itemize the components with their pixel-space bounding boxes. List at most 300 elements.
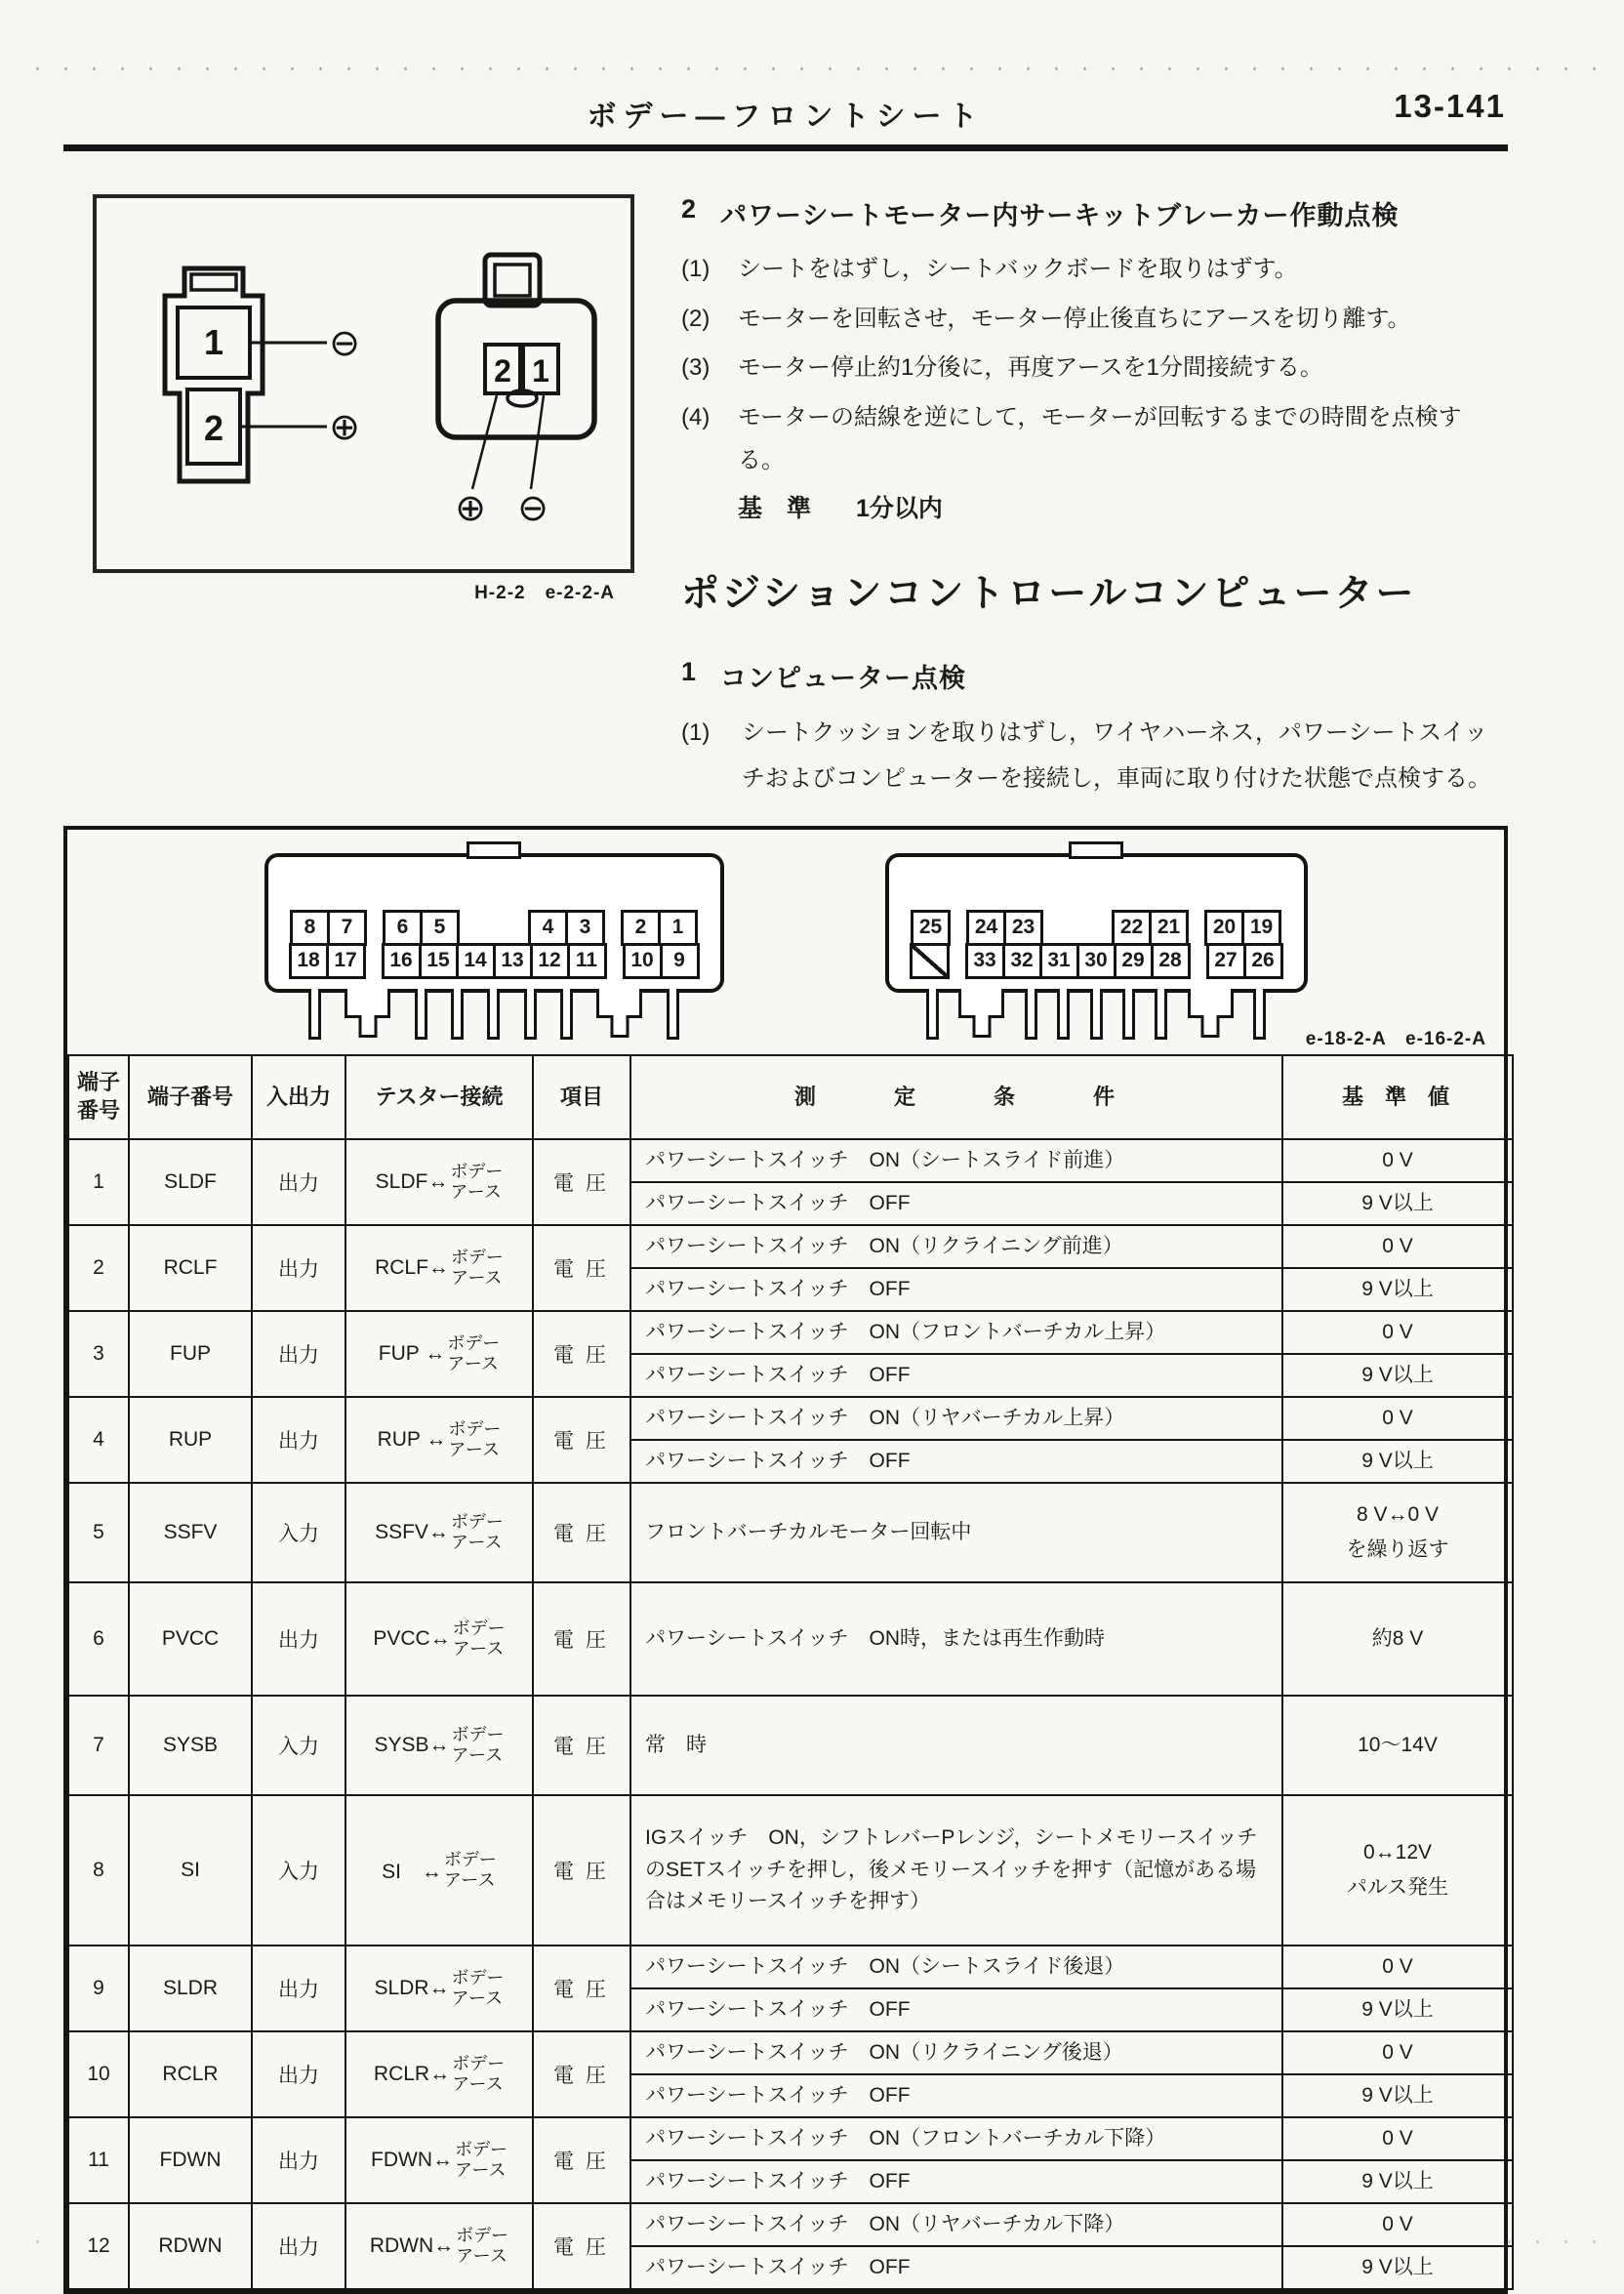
standard-value-line: 0 V <box>1382 1235 1413 1258</box>
body-ground-label <box>451 1248 504 1289</box>
pin-row <box>281 910 708 946</box>
io-cell: 出力 <box>252 2117 345 2203</box>
pin-group <box>965 943 1191 979</box>
tester-terminal: FDWN↔ <box>371 2148 453 2171</box>
standard-value-line: パルス発生 <box>1346 1875 1449 1899</box>
pin-cell: 2 <box>621 910 661 946</box>
procedure-step <box>681 248 1506 291</box>
header-rule <box>63 144 1508 151</box>
step-number: (1) <box>681 256 710 282</box>
ground-word: ボデー <box>454 2139 508 2159</box>
step-text: モーターを回転させ，モーター停止後直ちにアースを切り離す。 <box>738 305 1411 332</box>
connector-prongs <box>308 989 679 1040</box>
pin-row <box>902 943 1291 979</box>
pin-cell: 1 <box>658 910 698 946</box>
pin-cell: 18 <box>289 943 329 979</box>
table-row <box>68 1946 1513 1988</box>
standard-value-line: 9 V以上 <box>1361 2084 1434 2108</box>
pin-cell: 21 <box>1149 910 1189 946</box>
pin-cell: 26 <box>1243 943 1283 979</box>
terminal-table-body <box>68 1139 1513 2289</box>
pin-group <box>621 910 698 946</box>
prong <box>1057 989 1070 1040</box>
condition-cell: フロントバーチカルモーター回転中 <box>630 1483 1282 1582</box>
body-ground-label <box>453 1618 506 1659</box>
pin-group <box>1112 910 1189 946</box>
standard-line <box>738 489 1506 524</box>
condition-cell: パワーシートスイッチ OFF <box>630 1268 1282 1311</box>
prong <box>415 989 427 1040</box>
step-text: モーターの結線を逆にして，モーターが回転するまでの時間を点検する。 <box>738 404 1462 473</box>
connector-tab <box>1069 841 1123 859</box>
plus-icon: ⊕ <box>455 488 486 529</box>
ground-word: ボデー <box>450 1161 504 1181</box>
item-cell: 電圧 <box>533 2203 630 2289</box>
column-header: 入出力 <box>252 1055 345 1139</box>
terminal-number-cell: 11 <box>68 2117 129 2203</box>
body-ground-label <box>444 1850 497 1891</box>
condition-cell: パワーシートスイッチ ON（シートスライド後退） <box>630 1946 1282 1988</box>
prong <box>958 989 1004 1018</box>
terminal-number-cell: 5 <box>68 1483 129 1582</box>
body-ground-label <box>451 1512 504 1553</box>
section-heading-breaker-check <box>681 194 1506 232</box>
tester-connection-cell <box>345 1696 533 1795</box>
standard-value-cell <box>1282 2031 1513 2074</box>
terminal-name-cell: SLDF <box>129 1139 252 1225</box>
table-row <box>68 1311 1513 1354</box>
standard-value-line: 0 V <box>1382 2213 1413 2236</box>
tester-connection-cell <box>345 1225 533 1311</box>
io-cell: 出力 <box>252 1139 345 1225</box>
pin-cell: 28 <box>1151 943 1191 979</box>
standard-value-line: 10～14V <box>1358 1734 1438 1757</box>
prong <box>560 989 573 1040</box>
tester-terminal: RDWN↔ <box>369 2233 455 2257</box>
prong <box>1025 989 1037 1040</box>
item-cell: 電圧 <box>533 1795 630 1946</box>
left-motor-connector <box>165 268 327 481</box>
prong <box>667 989 679 1040</box>
pin-cell: 23 <box>1003 910 1043 946</box>
pin-cell: 33 <box>965 943 1005 979</box>
standard-value-cell <box>1282 2203 1513 2246</box>
condition-cell: パワーシートスイッチ OFF <box>630 1182 1282 1225</box>
pin-cell: 29 <box>1114 943 1154 979</box>
pin-cell: 12 <box>530 943 570 979</box>
page-content <box>63 0 1508 2294</box>
tester-terminal: SLDR↔ <box>374 1976 450 1999</box>
prong <box>487 989 500 1040</box>
condition-cell: パワーシートスイッチ OFF <box>630 2074 1282 2117</box>
prong <box>926 989 939 1040</box>
pin-cell: 11 <box>567 943 607 979</box>
tester-terminal: SYSB↔ <box>374 1733 450 1756</box>
section-heading-text: コンピューター点検 <box>720 664 967 694</box>
table-row <box>68 2203 1513 2246</box>
pin-group <box>289 943 366 979</box>
tester-connection-cell <box>345 1311 533 1397</box>
item-cell: 電圧 <box>533 1483 630 1582</box>
item-cell: 電圧 <box>533 1946 630 2031</box>
pin-cell: 27 <box>1206 943 1246 979</box>
standard-value-cell <box>1282 1225 1513 1268</box>
terminal-name-cell: RCLF <box>129 1225 252 1311</box>
connector-prongs <box>926 989 1267 1040</box>
terminal-name-cell: SYSB <box>129 1696 252 1795</box>
tester-connection-cell <box>345 1946 533 2031</box>
pin-cell: 25 <box>911 910 951 946</box>
pin-cell: 30 <box>1076 943 1116 979</box>
motor-connector-drawing <box>97 198 630 569</box>
pin-group <box>383 910 460 946</box>
tester-terminal: SSFV↔ <box>375 1520 449 1543</box>
condition-cell: パワーシートスイッチ OFF <box>630 2246 1282 2289</box>
column-header: 項目 <box>533 1055 630 1139</box>
terminal-number-cell: 9 <box>68 1946 129 2031</box>
body-ground-label <box>455 2140 508 2181</box>
pin-label: 2 <box>203 408 224 448</box>
standard-value-line: 0 V <box>1382 1321 1413 1344</box>
standard-value-line: を繰り返す <box>1346 1537 1449 1561</box>
standard-value-line: 9 V以上 <box>1361 2170 1434 2193</box>
pin-cell: 31 <box>1039 943 1079 979</box>
standard-value-cell <box>1282 1311 1513 1354</box>
condition-cell: パワーシートスイッチ ON（リクライニング後退） <box>630 2031 1282 2074</box>
pin-cell: 8 <box>290 910 330 946</box>
item-cell: 電圧 <box>533 1139 630 1225</box>
ground-word: アース <box>450 1267 503 1288</box>
standard-value-line: 9 V以上 <box>1361 1998 1434 2022</box>
prong <box>451 989 464 1040</box>
breaker-steps <box>681 248 1506 481</box>
ground-word: ボデー <box>450 1247 504 1267</box>
pin-cell: 13 <box>493 943 533 979</box>
io-cell: 出力 <box>252 2203 345 2289</box>
standard-value-cell <box>1282 1988 1513 2031</box>
connector-reference-codes: e-18-2-A e-16-2-A <box>1305 1028 1486 1049</box>
connector-tab <box>467 841 521 859</box>
ground-word: アース <box>443 1869 496 1890</box>
standard-label: 基 準 <box>738 495 812 523</box>
body-ground-label <box>452 1725 505 1766</box>
standard-value-cell <box>1282 1696 1513 1795</box>
pin-cell: 24 <box>966 910 1006 946</box>
condition-cell: パワーシートスイッチ OFF <box>630 2160 1282 2203</box>
body-ground-label <box>450 1162 503 1203</box>
pin-group <box>1206 943 1283 979</box>
standard-value-cell <box>1282 1268 1513 1311</box>
pin-cell: 6 <box>383 910 423 946</box>
terminal-number-cell: 10 <box>68 2031 129 2117</box>
body-ground-label <box>448 1419 501 1460</box>
pin-cell: 14 <box>456 943 496 979</box>
prong <box>1090 989 1103 1040</box>
tester-terminal: FUP ↔ <box>378 1341 446 1365</box>
item-cell: 電圧 <box>533 1225 630 1311</box>
standard-value-line: 0 V <box>1382 1955 1413 1979</box>
pin-cell: 19 <box>1241 910 1281 946</box>
table-row <box>68 1225 1513 1268</box>
terminal-number-cell: 12 <box>68 2203 129 2289</box>
ground-word: ボデー <box>451 1724 505 1744</box>
terminal-number-cell: 8 <box>68 1795 129 1946</box>
circuit-breaker-figure <box>93 194 634 603</box>
terminal-name-cell: RDWN <box>129 2203 252 2289</box>
standard-value-cell <box>1282 1795 1513 1946</box>
chapter-title: ポジションコントロールコンピューター <box>681 573 1417 616</box>
terminal-table <box>67 1054 1514 2290</box>
standard-value-cell <box>1282 1182 1513 1225</box>
ground-word: アース <box>447 1353 499 1373</box>
standard-value-line: 0 V <box>1382 2127 1413 2151</box>
ground-word: アース <box>454 2159 507 2180</box>
procedure-step <box>681 396 1506 481</box>
pin-group <box>911 910 951 946</box>
condition-cell: パワーシートスイッチ ON（シートスライド前進） <box>630 1139 1282 1182</box>
item-cell: 電圧 <box>533 2031 630 2117</box>
io-cell: 出力 <box>252 1311 345 1397</box>
step-number: (1) <box>681 719 710 747</box>
section-number: 2 <box>681 194 698 224</box>
pin-row <box>281 943 708 979</box>
pin-group <box>623 943 700 979</box>
step-number: (3) <box>681 354 710 382</box>
blank-pin-cell <box>910 943 950 979</box>
standard-value-cell <box>1282 2246 1513 2289</box>
terminal-name-cell: RCLR <box>129 2031 252 2117</box>
item-cell: 電圧 <box>533 1696 630 1795</box>
item-cell: 電圧 <box>533 2117 630 2203</box>
tester-connection-cell <box>345 1139 533 1225</box>
ground-word: ボデー <box>447 1332 501 1353</box>
tester-connection-cell <box>345 1397 533 1483</box>
prong <box>308 989 321 1040</box>
standard-value: 1分以内 <box>856 495 943 523</box>
standard-value-cell <box>1282 1397 1513 1440</box>
pin-group <box>1204 910 1281 946</box>
pin-label: 1 <box>532 353 549 389</box>
item-cell: 電圧 <box>533 1311 630 1397</box>
table-row <box>68 1795 1513 1946</box>
column-header: 測定条件 <box>630 1055 1282 1139</box>
pin-row <box>902 910 1291 946</box>
ground-word: アース <box>448 1439 500 1459</box>
prong <box>1188 989 1234 1018</box>
tester-connection-cell <box>345 1483 533 1582</box>
ground-word: アース <box>452 1638 505 1659</box>
pin-group <box>382 943 607 979</box>
tester-terminal: RCLF↔ <box>375 1255 449 1279</box>
condition-cell: パワーシートスイッチ ON（フロントバーチカル上昇） <box>630 1311 1282 1354</box>
ground-word: アース <box>451 1987 504 2008</box>
plus-icon: ⊕ <box>329 407 360 448</box>
tester-connection-cell <box>345 2117 533 2203</box>
condition-cell: IGスイッチ ON，シフトレバーPレンジ，シートメモリースイッチのSETスイッチを押し，後メモリースイッチを押す（記憶がある場合はメモリースイッチを押す） <box>630 1795 1282 1946</box>
top-section <box>63 194 1508 802</box>
tester-terminal: RCLR↔ <box>373 2062 451 2085</box>
pin-cell: 16 <box>382 943 422 979</box>
standard-value-cell <box>1282 2074 1513 2117</box>
prong <box>345 989 390 1018</box>
terminal-number-cell: 7 <box>68 1696 129 1795</box>
standard-value-line: 0 V <box>1382 1407 1413 1430</box>
page-header <box>63 88 1508 135</box>
tester-connection-cell <box>345 2203 533 2289</box>
terminal-table-head-row <box>68 1055 1513 1139</box>
terminal-name-cell: FDWN <box>129 2117 252 2203</box>
step-text: シートクッションを取りはずし，ワイヤハーネス，パワーシートスイッチおよびコンピューターを接続し，車両に取り付けた状態で点検する。 <box>742 719 1491 793</box>
io-cell: 入力 <box>252 1483 345 1582</box>
procedure-column <box>681 194 1506 802</box>
ground-word: アース <box>451 1744 504 1765</box>
prong <box>596 989 642 1018</box>
standard-value-line: 0 V <box>1382 2041 1413 2065</box>
standard-value-line: 9 V以上 <box>1361 1364 1434 1387</box>
tester-connection-cell <box>345 1582 533 1696</box>
ground-word: アース <box>450 1181 502 1202</box>
table-row <box>68 1397 1513 1440</box>
prong <box>524 989 537 1040</box>
io-cell: 出力 <box>252 1225 345 1311</box>
pin-label: 1 <box>203 322 224 362</box>
terminal-name-cell: SLDR <box>129 1946 252 2031</box>
pin-group <box>290 910 367 946</box>
standard-value-line: 9 V以上 <box>1361 1192 1434 1215</box>
table-row <box>68 2117 1513 2160</box>
standard-value-line: 0 V <box>1382 1149 1413 1172</box>
section-heading-text: パワーシートモーター内サーキットブレーカー作動点検 <box>720 201 1400 230</box>
body-ground-label <box>452 1968 505 2009</box>
column-header: テスター接続 <box>345 1055 533 1139</box>
condition-cell: パワーシートスイッチ OFF <box>630 1354 1282 1397</box>
ground-word: ボデー <box>456 2225 509 2245</box>
pin-cell: 7 <box>327 910 367 946</box>
pin-group <box>910 943 950 979</box>
standard-value-cell <box>1282 2117 1513 2160</box>
pin-cell: 32 <box>1002 943 1042 979</box>
ground-word: アース <box>450 1532 503 1552</box>
connector-16pin <box>885 853 1308 993</box>
standard-value-line: 0↔12V <box>1362 1841 1433 1864</box>
terminal-number-cell: 6 <box>68 1582 129 1696</box>
standard-value-line: 約8 V <box>1371 1627 1424 1651</box>
procedure-step <box>681 347 1506 389</box>
io-cell: 入力 <box>252 1696 345 1795</box>
tester-connection-cell <box>345 1795 533 1946</box>
terminal-name-cell: RUP <box>129 1397 252 1483</box>
pin-cell: 17 <box>326 943 366 979</box>
condition-cell: パワーシートスイッチ ON（フロントバーチカル下降） <box>630 2117 1282 2160</box>
standard-value-cell <box>1282 1483 1513 1582</box>
io-cell: 入力 <box>252 1795 345 1946</box>
column-header: 端子番号 <box>129 1055 252 1139</box>
pin-cell: 20 <box>1204 910 1244 946</box>
terminal-name-cell: SSFV <box>129 1483 252 1582</box>
section-number: 1 <box>681 657 698 687</box>
connector-18pin <box>264 853 724 993</box>
terminal-number-cell: 3 <box>68 1311 129 1397</box>
ground-word: アース <box>452 2073 504 2094</box>
tester-connection-cell <box>345 2031 533 2117</box>
standard-value-line: 9 V以上 <box>1361 1278 1434 1301</box>
ground-word: ボデー <box>443 1849 497 1869</box>
io-cell: 出力 <box>252 1946 345 2031</box>
io-cell: 出力 <box>252 1397 345 1483</box>
terminal-inspection-table <box>63 826 1508 2294</box>
procedure-step <box>681 298 1506 341</box>
pin-cell: 22 <box>1112 910 1152 946</box>
minus-icon: ⊖ <box>517 488 548 529</box>
page-number: 13-141 <box>1394 88 1506 124</box>
standard-value-cell <box>1282 1440 1513 1483</box>
pin-group <box>966 910 1043 946</box>
computer-check-step <box>681 711 1506 802</box>
standard-value-cell <box>1282 1582 1513 1696</box>
prong <box>1253 989 1266 1040</box>
standard-value-cell <box>1282 2160 1513 2203</box>
body-ground-label <box>447 1333 500 1374</box>
right-motor-connector <box>438 255 594 489</box>
minus-icon: ⊖ <box>329 323 360 364</box>
prong <box>1155 989 1167 1040</box>
table-row <box>68 1139 1513 1182</box>
table-row <box>68 1696 1513 1795</box>
standard-value-cell <box>1282 1139 1513 1182</box>
figure-reference-code: H-2-2 e-2-2-A <box>474 583 615 603</box>
pin-cell: 4 <box>528 910 568 946</box>
standard-value-line: 9 V以上 <box>1361 1450 1434 1473</box>
condition-cell: パワーシートスイッチ ON時，または再生作動時 <box>630 1582 1282 1696</box>
terminal-name-cell: SI <box>129 1795 252 1946</box>
ground-word: ボデー <box>450 1511 504 1532</box>
ground-word: ボデー <box>452 2053 506 2073</box>
body-ground-label <box>452 2054 505 2095</box>
page-title: ボデー—フロントシート <box>587 101 985 133</box>
terminal-number-cell: 1 <box>68 1139 129 1225</box>
condition-cell: パワーシートスイッチ OFF <box>630 1988 1282 2031</box>
terminal-name-cell: PVCC <box>129 1582 252 1696</box>
step-text: シートをはずし，シートバックボードを取りはずす。 <box>738 256 1298 282</box>
ground-word: ボデー <box>452 1618 506 1638</box>
tester-terminal: SLDF↔ <box>375 1169 449 1193</box>
terminal-number-cell: 4 <box>68 1397 129 1483</box>
column-header: 端子番号 <box>68 1055 129 1139</box>
condition-cell: パワーシートスイッチ ON（リヤバーチカル下降） <box>630 2203 1282 2246</box>
condition-cell: パワーシートスイッチ ON（リヤバーチカル上昇） <box>630 1397 1282 1440</box>
terminal-name-cell: FUP <box>129 1311 252 1397</box>
standard-value-line: 8 V↔0 V <box>1356 1503 1440 1527</box>
tester-terminal: SI ↔ <box>382 1860 442 1883</box>
table-row <box>68 1483 1513 1582</box>
ground-word: ボデー <box>448 1418 502 1439</box>
io-cell: 出力 <box>252 2031 345 2117</box>
standard-value-cell <box>1282 1354 1513 1397</box>
body-ground-label <box>456 2226 508 2267</box>
prong <box>1122 989 1135 1040</box>
pin-cell: 5 <box>420 910 460 946</box>
item-cell: 電圧 <box>533 1397 630 1483</box>
standard-value-line: 9 V以上 <box>1361 2256 1434 2279</box>
table-row <box>68 1582 1513 1696</box>
terminal-number-cell: 2 <box>68 1225 129 1311</box>
pin-cell: 15 <box>419 943 459 979</box>
section-heading-computer-check <box>681 657 1506 695</box>
step-number: (2) <box>681 305 710 332</box>
item-cell: 電圧 <box>533 1582 630 1696</box>
step-text: モーター停止約1分後に，再度アースを1分間接続する。 <box>738 354 1323 382</box>
connector-diagram-area <box>67 830 1504 1054</box>
